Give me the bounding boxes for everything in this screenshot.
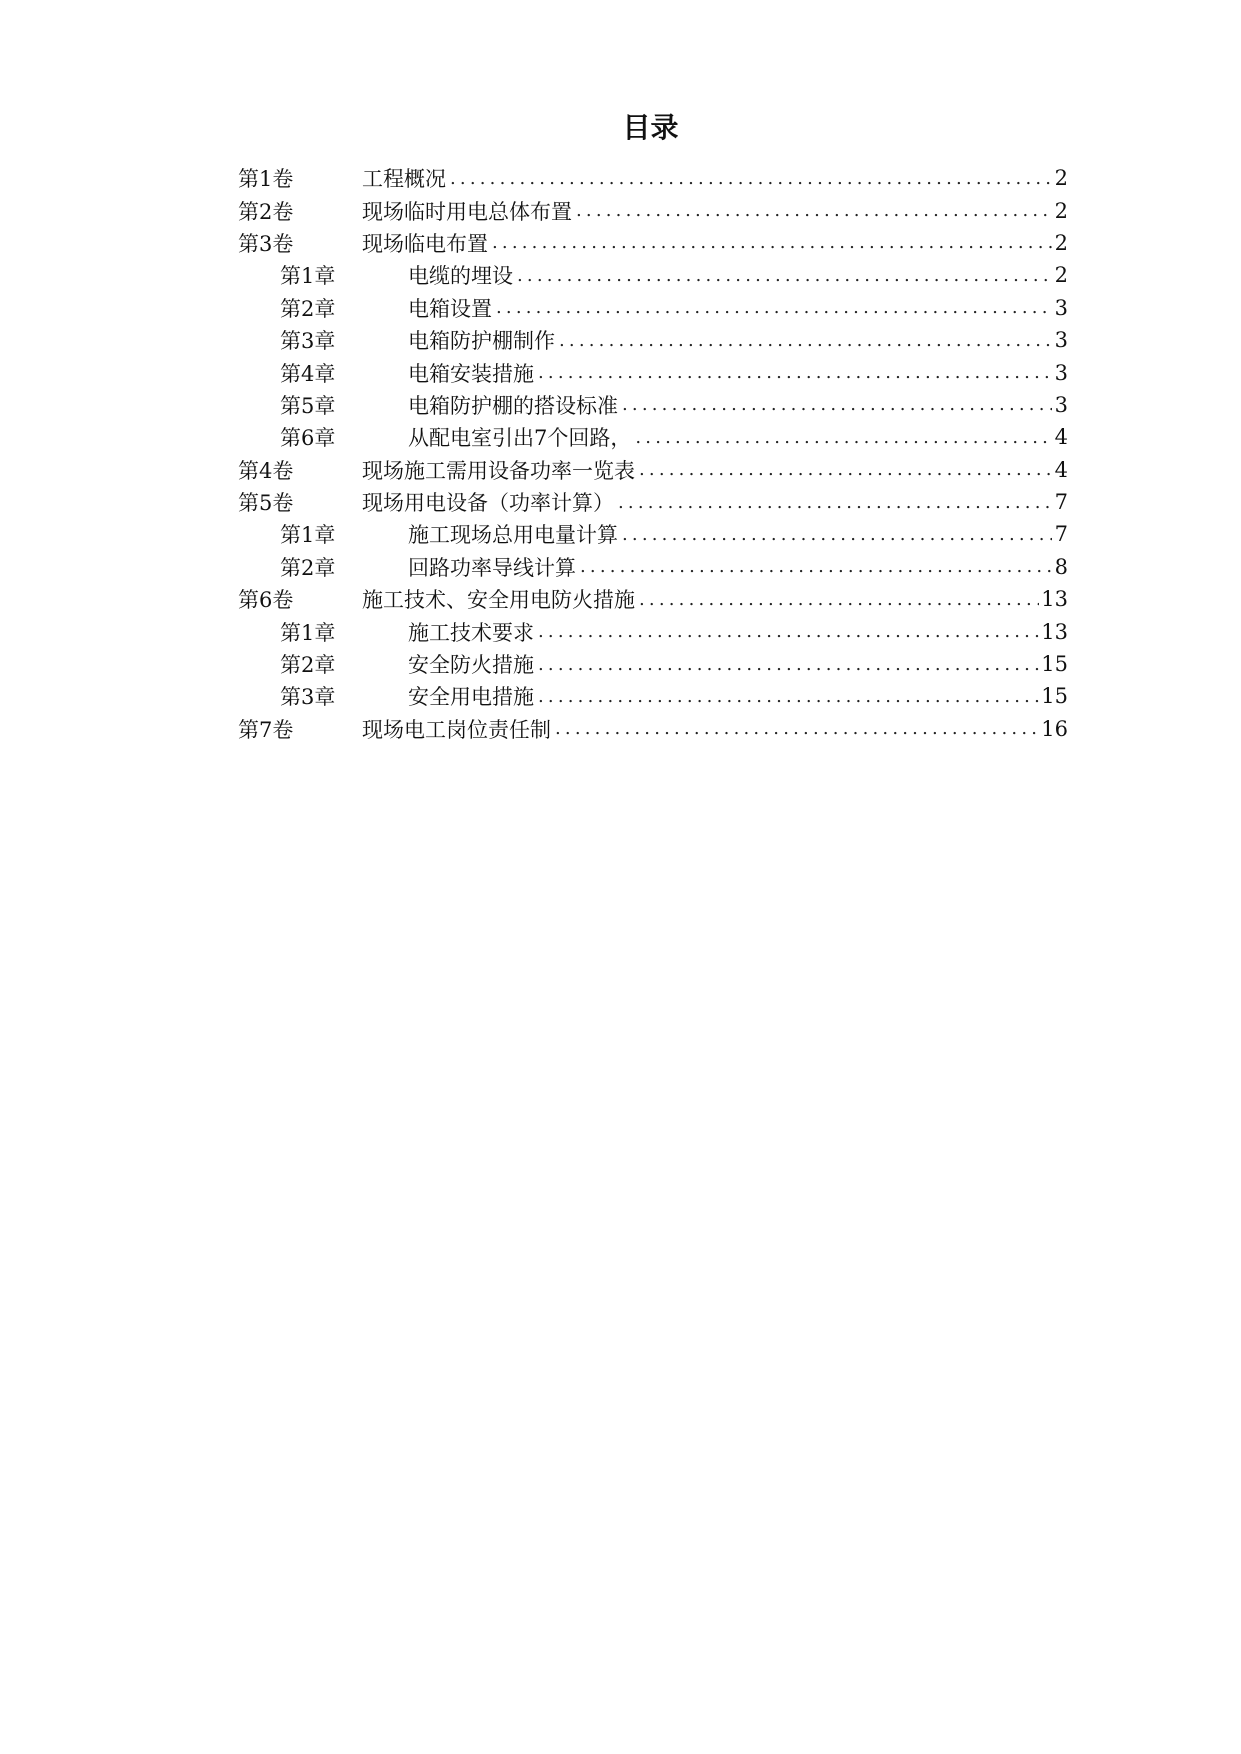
toc-dot-leader	[538, 621, 1039, 642]
toc-entry-number: 第3卷	[238, 231, 294, 256]
page-title: 目录	[622, 111, 679, 144]
toc-entry-page: 3	[1054, 295, 1068, 320]
toc-entry-page: 4	[1054, 457, 1068, 482]
toc-entry-title: 电缆的埋设	[408, 264, 513, 289]
toc-entry-number: 第4章	[280, 361, 336, 386]
toc-entry-number: 第4卷	[238, 458, 294, 483]
toc-dot-leader	[450, 168, 1052, 189]
toc-subentry[interactable]	[238, 356, 1068, 388]
toc-subentry[interactable]	[238, 292, 1068, 324]
toc-dot-leader	[618, 492, 1052, 513]
toc-entry-number: 第5章	[280, 393, 336, 418]
toc-subentry[interactable]	[238, 259, 1068, 291]
toc-entry-title: 电箱安装措施	[408, 361, 534, 386]
toc-entry-page: 4	[1054, 425, 1068, 450]
toc-entry-page: 3	[1054, 392, 1068, 417]
toc-dot-leader	[538, 362, 1052, 383]
toc-entry-number: 第3章	[280, 685, 336, 710]
toc-subentry[interactable]	[238, 648, 1068, 680]
toc-dot-leader	[622, 394, 1052, 415]
toc-entry-number: 第1章	[280, 264, 336, 289]
toc-entry[interactable]	[238, 454, 1068, 486]
toc-entry[interactable]	[238, 713, 1068, 745]
toc-subentry[interactable]	[238, 324, 1068, 356]
toc-entry-title: 电箱防护棚的搭设标准	[408, 393, 618, 418]
toc-entry-page: 7	[1054, 490, 1068, 515]
toc-entry-title: 现场临时用电总体布置	[362, 199, 572, 224]
toc-entry-page: 2	[1054, 230, 1068, 255]
toc-dot-leader	[622, 524, 1052, 545]
toc-subentry[interactable]	[238, 551, 1068, 583]
toc-entry-page: 2	[1054, 263, 1068, 288]
toc-entry-title: 工程概况	[362, 167, 446, 192]
toc-entry-title: 施工技术、安全用电防火措施	[362, 588, 635, 613]
toc-subentry[interactable]	[238, 615, 1068, 647]
toc-entry-page: 3	[1054, 360, 1068, 385]
toc-dot-leader	[538, 654, 1039, 675]
toc-entry-number: 第2卷	[238, 199, 294, 224]
toc-entry-number: 第2章	[280, 653, 336, 678]
toc-entry-page: 3	[1054, 328, 1068, 353]
toc-entry-number: 第1章	[280, 620, 336, 645]
toc-dot-leader	[559, 330, 1052, 351]
toc-entry[interactable]	[238, 583, 1068, 615]
toc-dot-leader	[580, 556, 1052, 577]
toc-entry-page: 15	[1041, 652, 1068, 677]
toc-dot-leader	[538, 686, 1039, 707]
toc-subentry[interactable]	[238, 389, 1068, 421]
toc-entry-title: 回路功率导线计算	[408, 555, 576, 580]
toc-entry-page: 8	[1054, 554, 1068, 579]
toc-subentry[interactable]	[238, 421, 1068, 453]
toc-entry-title: 施工现场总用电量计算	[408, 523, 618, 548]
toc-entry-number: 第1章	[280, 523, 336, 548]
toc-entry-number: 第7卷	[238, 717, 294, 742]
toc-entry-title: 施工技术要求	[408, 620, 534, 645]
toc-entry-number: 第2章	[280, 296, 336, 321]
toc-entry-title: 安全用电措施	[408, 685, 534, 710]
toc-dot-leader	[496, 297, 1052, 318]
toc-entry-title: 现场用电设备（功率计算）	[362, 491, 614, 516]
toc-entry[interactable]	[238, 162, 1068, 194]
toc-dot-leader	[555, 718, 1039, 739]
toc-dot-leader	[635, 427, 1052, 448]
toc-entry-title: 电箱防护棚制作	[408, 329, 555, 354]
toc-subentry[interactable]	[238, 518, 1068, 550]
toc-entry-number: 第3章	[280, 329, 336, 354]
toc-entry-page: 2	[1054, 166, 1068, 191]
toc-dot-leader	[639, 459, 1052, 480]
toc-entry-page: 7	[1054, 522, 1068, 547]
toc-entry[interactable]	[238, 194, 1068, 226]
toc-dot-leader	[492, 232, 1052, 253]
toc-entry-number: 第5卷	[238, 491, 294, 516]
toc-entry[interactable]	[238, 486, 1068, 518]
toc-entry-number: 第6章	[280, 426, 336, 451]
toc-entry-page: 13	[1041, 619, 1068, 644]
toc-entry-number: 第2章	[280, 555, 336, 580]
toc-entry[interactable]	[238, 227, 1068, 259]
toc-entry-page: 13	[1041, 587, 1068, 612]
toc-entry-page: 2	[1054, 198, 1068, 223]
toc-subentry[interactable]	[238, 680, 1068, 712]
toc-entry-page: 15	[1041, 684, 1068, 709]
toc-entry-title: 现场电工岗位责任制	[362, 717, 551, 742]
toc-entry-number: 第6卷	[238, 588, 294, 613]
table-of-contents	[238, 162, 1068, 745]
toc-dot-leader	[639, 589, 1039, 610]
toc-entry-title: 安全防火措施	[408, 653, 534, 678]
toc-entry-title: 电箱设置	[408, 296, 492, 321]
toc-entry-title: 从配电室引出7个回路，	[408, 426, 632, 451]
toc-entry-page: 16	[1041, 716, 1068, 741]
toc-entry-title: 现场施工需用设备功率一览表	[362, 458, 635, 483]
toc-dot-leader	[517, 265, 1052, 286]
toc-dot-leader	[576, 200, 1052, 221]
toc-entry-title: 现场临电布置	[362, 231, 488, 256]
toc-entry-number: 第1卷	[238, 167, 294, 192]
